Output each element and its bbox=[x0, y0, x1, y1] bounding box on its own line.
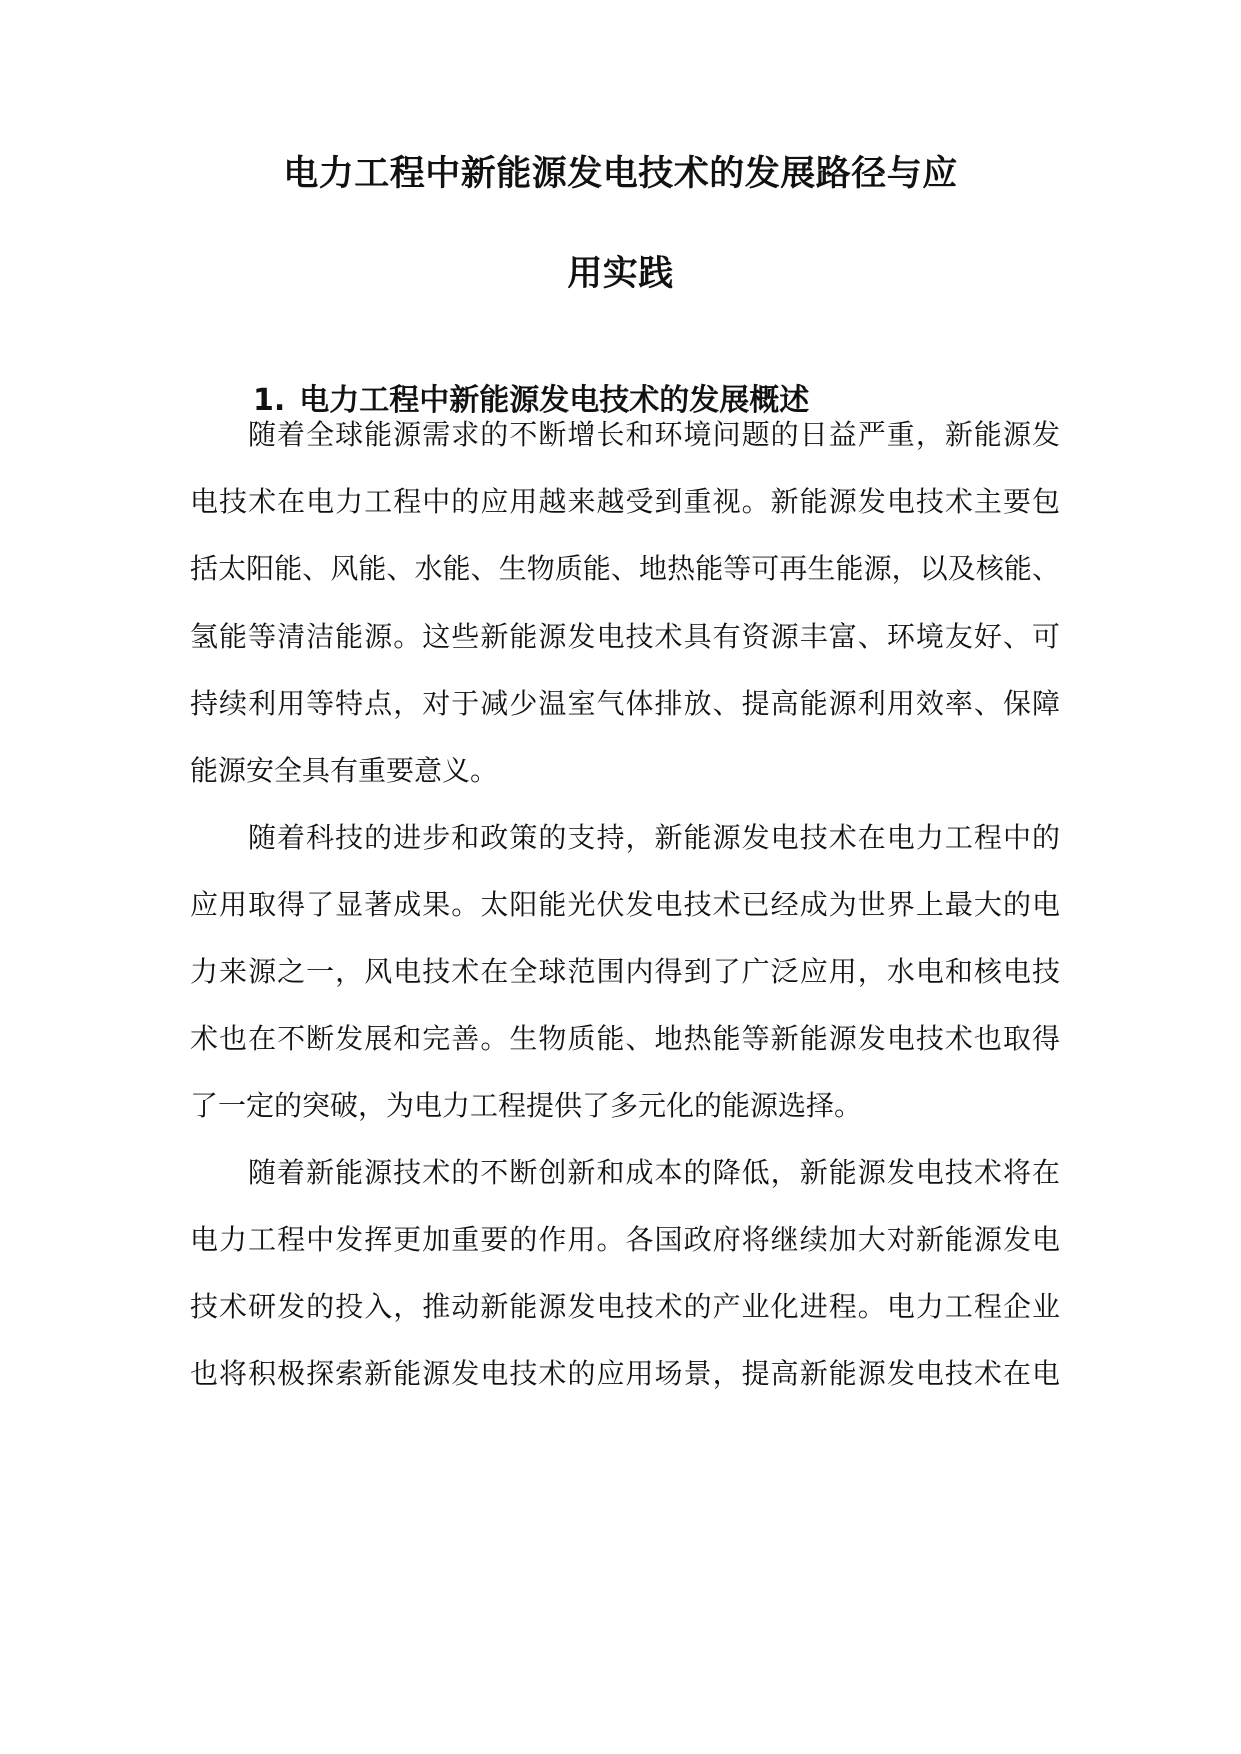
paragraph-line: 氢能等清洁能源。这些新能源发电技术具有资源丰富、环境友好、可 bbox=[190, 620, 1060, 653]
paragraph-line: 电力工程中发挥更加重要的作用。各国政府将继续加大对新能源发电 bbox=[190, 1223, 1060, 1256]
paragraph-line: 了一定的突破，为电力工程提供了多元化的能源选择。 bbox=[190, 1089, 863, 1122]
paragraph-line: 术也在不断发展和完善。生物质能、地热能等新能源发电技术也取得 bbox=[190, 1022, 1060, 1055]
paragraph-line: 能源安全具有重要意义。 bbox=[190, 754, 499, 787]
paragraph-line: 力来源之一，风电技术在全球范围内得到了广泛应用，水电和核电技 bbox=[190, 955, 1060, 988]
paragraph-line: 括太阳能、风能、水能、生物质能、地热能等可再生能源，以及核能、 bbox=[190, 552, 1060, 585]
paragraph-line: 随着新能源技术的不断创新和成本的降低，新能源发电技术将在 bbox=[248, 1156, 1060, 1189]
section-number: 1. bbox=[253, 383, 286, 418]
paragraph-line: 技术研发的投入，推动新能源发电技术的产业化进程。电力工程企业 bbox=[190, 1290, 1060, 1323]
paragraph-line: 电技术在电力工程中的应用越来越受到重视。新能源发电技术主要包 bbox=[190, 485, 1060, 518]
paragraph-line: 应用取得了显著成果。太阳能光伏发电技术已经成为世界上最大的电 bbox=[190, 888, 1060, 921]
paragraph-line: 持续利用等特点，对于减少温室气体排放、提高能源利用效率、保障 bbox=[190, 687, 1060, 720]
paragraph-line: 也将积极探索新能源发电技术的应用场景，提高新能源发电技术在电 bbox=[190, 1357, 1060, 1390]
document-title-line-1: 电力工程中新能源发电技术的发展路径与应 bbox=[283, 154, 958, 194]
section-heading-text: 电力工程中新能源发电技术的发展概述 bbox=[299, 383, 810, 418]
paragraph-line: 随着科技的进步和政策的支持，新能源发电技术在电力工程中的 bbox=[248, 821, 1060, 854]
document-title-line-2: 用实践 bbox=[567, 254, 674, 294]
paragraph-line: 随着全球能源需求的不断增长和环境问题的日益严重，新能源发 bbox=[248, 418, 1060, 451]
